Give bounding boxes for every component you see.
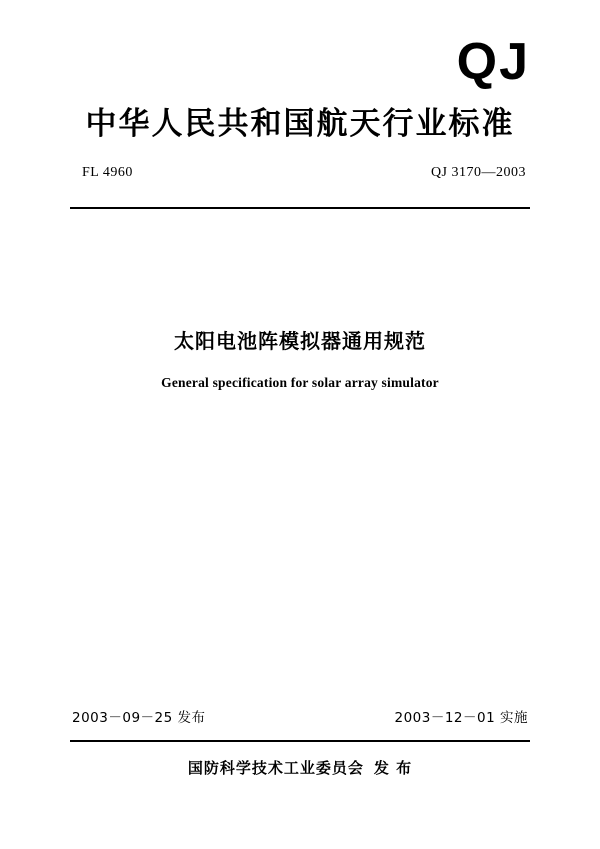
issue-date: 2003－09－25 发布 [72, 710, 206, 726]
code-row [70, 165, 530, 181]
implementation-date: 2003－12－01 实施 [394, 710, 528, 726]
classification-code: FL 4960 [82, 165, 133, 180]
divider-top [70, 207, 530, 209]
qj-emblem-text: QJ [456, 33, 530, 91]
publisher-line [70, 757, 530, 778]
cover-content [70, 0, 530, 849]
standard-number: QJ 3170—2003 [430, 165, 526, 180]
subject-title-chinese: 太阳电池阵模拟器通用规范 [174, 329, 426, 353]
publisher-action: 发 布 [373, 759, 413, 777]
dates-row [70, 706, 530, 726]
page-title: 中华人民共和国航天行业标准 [85, 106, 515, 142]
divider-bottom [70, 740, 530, 742]
publisher-name: 国防科学技术工业委员会 [187, 759, 364, 777]
subject-title-english: General specification for solar array simulator [161, 375, 439, 390]
